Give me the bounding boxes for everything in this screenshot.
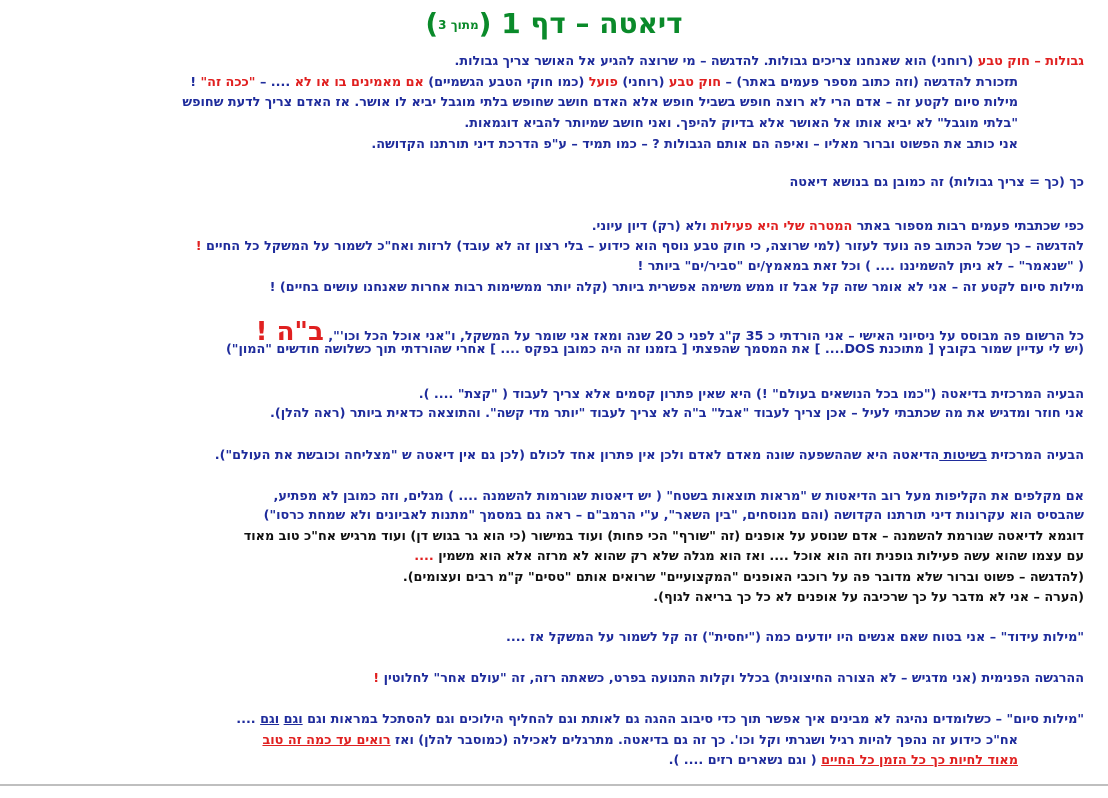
text-segment: אם מקלפים את הקליפות מעל רוב הדיאטות ש "מראות תוצאות בשטח" ( יש דיאטות שגורמות להשמנה .... ) מגלים, וזה כמובן לא מפתיע, [273, 489, 1084, 504]
text-segment: .... [236, 712, 261, 727]
text-line [789, 174, 1084, 192]
text-segment: כך (כך = צריך גבולות) זה כמובן גם בנושא דיאטה [789, 175, 1084, 190]
text-line [215, 447, 1084, 465]
text-segment: ב"ה ! [255, 317, 324, 347]
text-line [637, 258, 1084, 276]
text-segment: ( "שנאמר" – לא ניתן להשמיננו .... ) וכל זאת במאמץ/ים "סביר/ים" ביותר ! [637, 259, 1084, 274]
text-segment: ! [195, 239, 202, 254]
text-line [196, 238, 1084, 256]
text-segment: הדיאטה היא שההשפעה שונה מאדם לאדם ולכן אין פתרון אחד לכולם (לכן גם אין דיאטה ש "מצליחה וכובשת את העולם"). [214, 448, 940, 463]
text-segment: (יש לי עדיין שמור בקובץ [ מתוכנת DOS.... ] את המסמך שהפצתי [ בזמנו זה היה כמובן בפקס .... ] אחרי שהורדתי תוך כשלושה חודשים "המון") [225, 342, 1084, 357]
text-segment: .... [414, 549, 434, 564]
text-line [236, 711, 1084, 729]
text-segment: מילות סיום לקטע זה – אני לא אומר שזה קל אבל זו ממש משימה אפשרית ביותר (קלה יותר ממשימות רבות אחרות שאנחנו עושים בחיים) ! [269, 280, 1084, 295]
text-line [506, 629, 1084, 647]
text-segment: (רוחני) הוא שאנחנו צריכים גבולות. להדגשה – מי שרוצה להגיע אל האושר צריך גבולות. [454, 54, 974, 69]
text-segment: רואים עד כמה זה טוב [262, 733, 391, 748]
page-bottom-rule [0, 784, 1108, 786]
text-segment: ( וגם נשארים רזים .... ). [668, 753, 822, 768]
text-line [255, 317, 1084, 347]
text-segment: (רוחני) [617, 75, 665, 90]
text-segment: (הערה – אני לא מדבר על כך שרכיבה על אופנים לא כל כך בריאה לגוף). [653, 590, 1084, 605]
text-segment: הבעיה המרכזית [986, 448, 1084, 463]
text-segment: אח"כ כידוע זה נהפך להיות רגיל ושגרתי וקל וכו'. כך זה גם בדיאטה. מתרגלים לאכילה (כמוסבר להלן) ואז [390, 733, 1018, 748]
title-subtitle: מתוך 3 [438, 18, 479, 32]
text-segment: תזכורת להדגשה (וזה כתוב מספר פעמים באתר) – [721, 75, 1018, 90]
text-segment: מילות סיום לקטע זה – אדם הרי לא רוצה חופש בשביל חופש אלא האדם חושב שחופש בלתי מוגבל יביא לו אושר. אז האדם צריך לדעת שחופש [182, 95, 1018, 110]
text-segment: ! [190, 75, 201, 90]
text-segment: חוק טבע [664, 75, 722, 90]
text-line [264, 507, 1084, 525]
text-segment: מאוד לחיות כך כל הזמן כל החיים [821, 753, 1018, 768]
text-segment: אם מאמינים בו או לא [294, 75, 424, 90]
text-segment: ולא (רק) דיון עיוני. [591, 219, 707, 234]
title-paren-open: ( [478, 7, 492, 40]
text-segment: פועל [584, 75, 618, 90]
text-line [244, 528, 1084, 546]
text-segment: הבעיה המרכזית בדיאטה ("כמו בכל הנושאים בעולם" !) היא שאין פתרון קסמים אלא צריך לעבוד ( "קצת" .... ). [418, 387, 1084, 402]
text-segment: בשיטות [939, 448, 987, 463]
text-segment: "ככה זה" [200, 75, 256, 90]
text-line [414, 548, 1084, 566]
text-line [182, 94, 1018, 112]
text-segment: .... – [255, 75, 295, 90]
text-line [262, 732, 1018, 750]
text-segment: כל הרשום פה מבוסס על ניסיוני האישי – אני הורדתי כ 35 ק"ג לפני כ 20 שנה ומאז אני שומר על המשקל, ו"אני אוכל הכל וכו'", [323, 329, 1084, 344]
text-segment: כפי שכתבתי פעמים רבות מספור באתר [852, 219, 1084, 234]
text-line [653, 589, 1084, 607]
text-segment: חוק טבע [973, 54, 1030, 69]
text-line [226, 341, 1084, 359]
text-segment: ההרגשה הפנימית (אני מדגיש – לא הצורה החיצונית) בכלל וקלות התנועה בפרט, כשאתה רזה, זה "עולם אחר" לחלוטין [379, 671, 1084, 686]
text-line [455, 53, 1084, 71]
text-line [464, 115, 1018, 133]
title-paren-close: ) [425, 7, 439, 40]
text-line [270, 279, 1084, 297]
text-segment: וגם [283, 712, 303, 727]
text-segment: "בלתי מוגבל" לא יביא אותו אל האושר אלא בדיוק להיפך. ואני חושב שמיותר להביא דוגמאות. [464, 116, 1018, 131]
text-segment: עם עצמו שהוא עשה פעילות גופנית וזה הוא אוכל .... ואז הוא מגלה שלא רק שהוא לא מרזה אלא הוא משמין [433, 549, 1084, 564]
text-line [270, 405, 1084, 423]
text-segment: גבולות – [1029, 54, 1084, 69]
title-text: דיאטה – דף 1 [501, 7, 683, 40]
text-line [403, 569, 1084, 587]
text-segment: (להדגשה – פשוט וברור שלא מדובר פה על רוכבי האופנים "המקצועיים" שרואים אותם "טסים" ק"מ רבים ועצומים). [402, 570, 1084, 585]
text-segment: אני כותב את הפשוט וברור מאליו – ואיפה הם אותם הגבולות ? – כמו תמיד – ע"פ הדרכת דיני תורתנו הקדושה. [371, 137, 1018, 152]
text-segment: "מילות סיום" – כשלומדים נהיגה לא מבינים איך אפשר תוך כדי סיבוב ההגה גם לאותת וגם להחליף הילוכים וגם להסתכל במראות וגם [302, 712, 1084, 727]
text-line [669, 752, 1018, 770]
text-segment: אני חוזר ומדגיש את מה שכתבתי לעיל – אכן צריך לעבוד "אבל" ב"ה לא צריך לעבוד "יותר מדי קשה". והתוצאה כדאית ביותר (ראה להלן). [269, 406, 1084, 421]
text-segment: (כמו חוקי הטבע הגשמיים) [423, 75, 585, 90]
text-segment: המטרה שלי היא פעילות [706, 219, 853, 234]
text-segment: שהבסיס הוא עקרונות דיני תורתנו הקדושה (והם מנוסחים, "בין השאר", ע"י הרמב"ם – ראה גם במסמך "מתנות לאביונים ולא שמחת כרסו") [263, 508, 1084, 523]
text-segment: ! [373, 671, 380, 686]
text-line [419, 386, 1084, 404]
text-line [592, 218, 1084, 236]
text-segment: "מילות עידוד" – אני בטוח שאם אנשים היו יודעים כמה ("יחסית") זה קל לשמור על המשקל אז .... [506, 630, 1084, 645]
text-line [373, 670, 1084, 688]
text-segment: להדגשה – כך שכל הכתוב פה נועד לעזור (למי שרוצה, כי חוק טבע נוסף הוא כידוע – בלי רצון זה לא עובד) לרזות ואח"כ לשמור על המשקל כל החיים [201, 239, 1084, 254]
text-segment: דוגמא לדיאטה שגורמת להשמנה – אדם שנוסע על אופנים (זה "שורף" הכי פחות) ועוד במישור (כי הוא גר בגוש דן) ועוד מרגיש אח"כ טוב מאוד [243, 529, 1084, 544]
text-line [190, 74, 1018, 92]
text-line [371, 136, 1018, 154]
text-segment: וגם [260, 712, 280, 727]
text-line [274, 488, 1084, 506]
page-title [0, 4, 1108, 45]
